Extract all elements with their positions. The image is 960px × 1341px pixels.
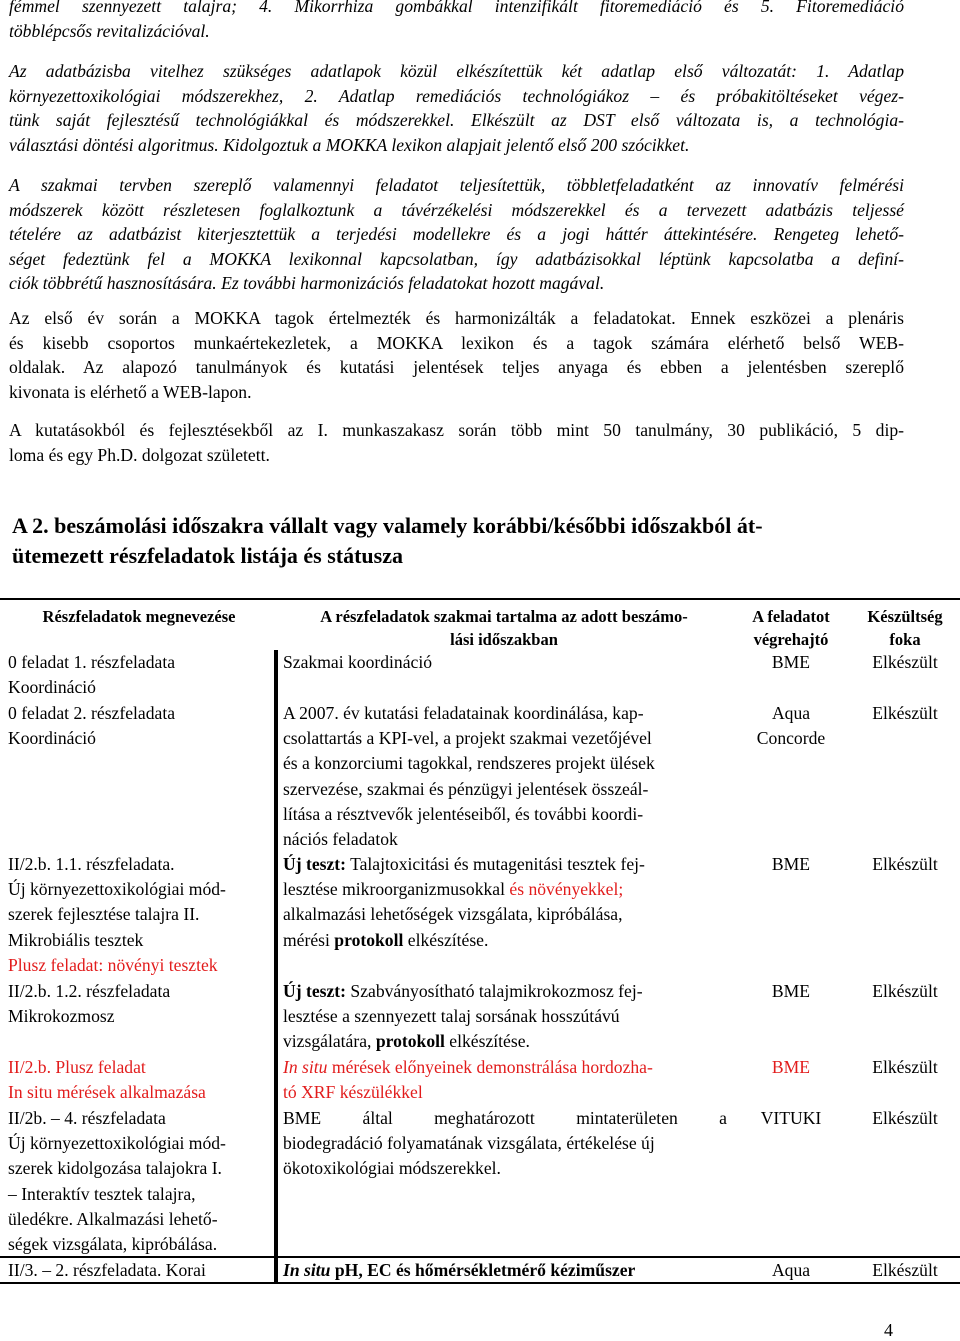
heading-line: ütemezett részfeladatok listája és státusza	[12, 543, 403, 568]
row4-executor: BME	[771, 981, 811, 1001]
text-line: ciók többrétű hasznosítására. Ez további harmonizációs feladatokat hozott magával.	[9, 273, 605, 293]
row5-executor: BME	[771, 1057, 811, 1077]
row2-content: A 2007. év kutatási feladatainak koordinálása, kap- csolattartás a KPI-vel, a projekt szakmai vezetőjével és a konzorciumi tagokkal, rendszeres projekt ülések szervezése, szakmai és pénzügyi jelentések összeál- lítása a résztvevők jelentéseiből, és további koordi- nációs feladatok	[283, 703, 655, 850]
row4-status: Elkészült	[872, 981, 938, 1001]
text-line: többlépcsős revitalizációval.	[9, 20, 210, 41]
header-name: Részfeladatok megnevezése	[42, 607, 236, 626]
row3-name: II/2.b. 1.1. részfeladata. Új környezettoxikológiai mód- szerek fejlesztése talajra II. Mikrobiális tesztek Plusz feladat: növényi tesztek	[8, 854, 226, 975]
text-line: A kutatásokból és fejlesztésekből az I. munkaszakasz során több mint 50 tanulmány, 30 publikáció, 5 dip-	[9, 420, 904, 440]
text-line: loma és egy Ph.D. dolgozat született.	[9, 444, 270, 465]
page-number: 4	[884, 1320, 893, 1340]
header-content: A részfeladatok szakmai tartalma az adott beszámo- lási időszakban	[320, 607, 688, 649]
row7-executor: Aqua	[771, 1260, 811, 1280]
row1-name: 0 feladat 1. részfeladata Koordináció	[8, 652, 176, 698]
row3-executor: BME	[771, 854, 811, 874]
text-line: Az első év során a MOKKA tagok értelmezték és harmonizálták a feladatokat. Ennek eszközei a plenáris	[9, 308, 904, 328]
row6-content: BME által meghatározott mintaterületen a biodegradáció folyamatának vizsgálata, értékelése új ökotoxikológiai módszerekkel.	[283, 1108, 727, 1179]
text-line: és kisebb csoportos munkaértekezletek, a MOKKA lexikon és a tagok számára elérhető belső WEB-	[9, 332, 904, 353]
text-line: séget fedeztünk fel a MOKKA lexikonnal kapcsolatban, így adatbázisokkal léptünk kapcsolatba a definí-	[9, 248, 904, 269]
row6-name: II/2b. – 4. részfeladata Új környezettoxikológiai mód- szerek kidolgozása talajokra I. – Interaktív tesztek talajra, üledékre. Alkalmazási lehető- ségek vizsgálata, kipróbálása.	[8, 1108, 226, 1255]
section-heading	[12, 511, 912, 571]
intro-paragraph-1	[9, 0, 904, 43]
text-line: oldalak. Az alapozó tanulmányok és kutatási jelentések teljes anyaga és ebben a jelentésben szereplő	[9, 357, 904, 377]
subtask-table	[0, 598, 960, 1286]
text-line: fémmel szennyezett talajra; 4. Mikorrhiza gombákkal intenzifikált fitoremediáció és 5. Fitoremediáció	[9, 0, 904, 16]
heading-line: A 2. beszámolási időszakra vállalt vagy valamely korábbi/későbbi időszakból át-	[12, 513, 763, 538]
row2-status: Elkészült	[872, 703, 938, 723]
row3-content: Új teszt: Talajtoxicitási és mutagenitási tesztek fej- lesztése mikroorganizmusokkal és növényekkel; alkalmazási lehetőségek vizsgálata, kipróbálása, mérési protokoll elkészítése.	[283, 854, 645, 950]
header-status: Készültség foka	[867, 607, 943, 649]
row2-executor: Aqua Concorde	[756, 703, 826, 749]
intro-paragraph-4	[9, 306, 904, 404]
row7-content: In situ pH, EC és hőmérsékletmérő kéziműszer	[283, 1260, 636, 1280]
header-executor: A feladatot végrehajtó	[752, 607, 830, 649]
text-line: A szakmai tervben szereplő valamennyi feladatot teljesítettük, többletfeladatként az innovatív felmérési	[9, 175, 904, 195]
row7-status: Elkészült	[872, 1260, 938, 1280]
row7-name: II/3. – 2. részfeladata. Korai	[8, 1260, 206, 1280]
text-line: választási döntési algoritmus. Kidolgoztuk a MOKKA lexikon alapjait jelentő első 200 szócikket.	[9, 134, 690, 155]
intro-paragraph-2	[9, 59, 904, 157]
text-line: tételére az adatbázist kiterjesztettük a terjedési modellekre és a jogi háttér áttekintésére. Rengeteg lehető-	[9, 224, 904, 244]
row1-status: Elkészült	[872, 652, 938, 672]
row4-content: Új teszt: Szabványosítható talajmikrokozmosz fej- lesztése a szennyezett talaj sorsának hosszútávú vizsgálatára, protokoll elkészítése.	[283, 981, 643, 1052]
row6-executor: VITUKI	[760, 1108, 822, 1128]
column-separator	[274, 650, 278, 1284]
text-line: Az adatbázisba vitelhez szükséges adatlapok közül elkészítettük két adatlap első változatát: 1. Adatlap	[9, 61, 904, 81]
table-top-border	[0, 598, 960, 600]
intro-paragraph-3	[9, 173, 904, 296]
row4-name: II/2.b. 1.2. részfeladata Mikrokozmosz	[8, 981, 171, 1027]
text-line: kivonata is elérhető a WEB-lapon.	[9, 381, 252, 402]
text-line: tünk saját fejlesztésű technológiákkal és módszerekkel. Elkészült az DST első változata is, a technológia-	[9, 110, 904, 130]
row6-status: Elkészült	[872, 1108, 938, 1128]
row1-executor: BME	[771, 652, 811, 672]
text-line: módszerek között részletesen foglalkoztunk a távérzékelési módszerekkel és a tervezett adatbázis teljessé	[9, 199, 904, 220]
row5-name: II/2.b. Plusz feladat In situ mérések alkalmazása	[8, 1057, 206, 1103]
row5-content: In situ mérések előnyeinek demonstrálása hordozha- tó XRF készülékkel	[283, 1057, 653, 1103]
row5-status: Elkészült	[872, 1057, 938, 1077]
row1-content: Szakmai koordináció	[283, 652, 433, 672]
text-line: környezettoxikológiai módszerekhez, 2. Adatlap remediációs technológiákoz – és próbakitöltéseket végez-	[9, 85, 904, 106]
row2-name: 0 feladat 2. részfeladata Koordináció	[8, 703, 176, 749]
row3-status: Elkészült	[872, 854, 938, 874]
intro-paragraph-5	[9, 418, 904, 467]
